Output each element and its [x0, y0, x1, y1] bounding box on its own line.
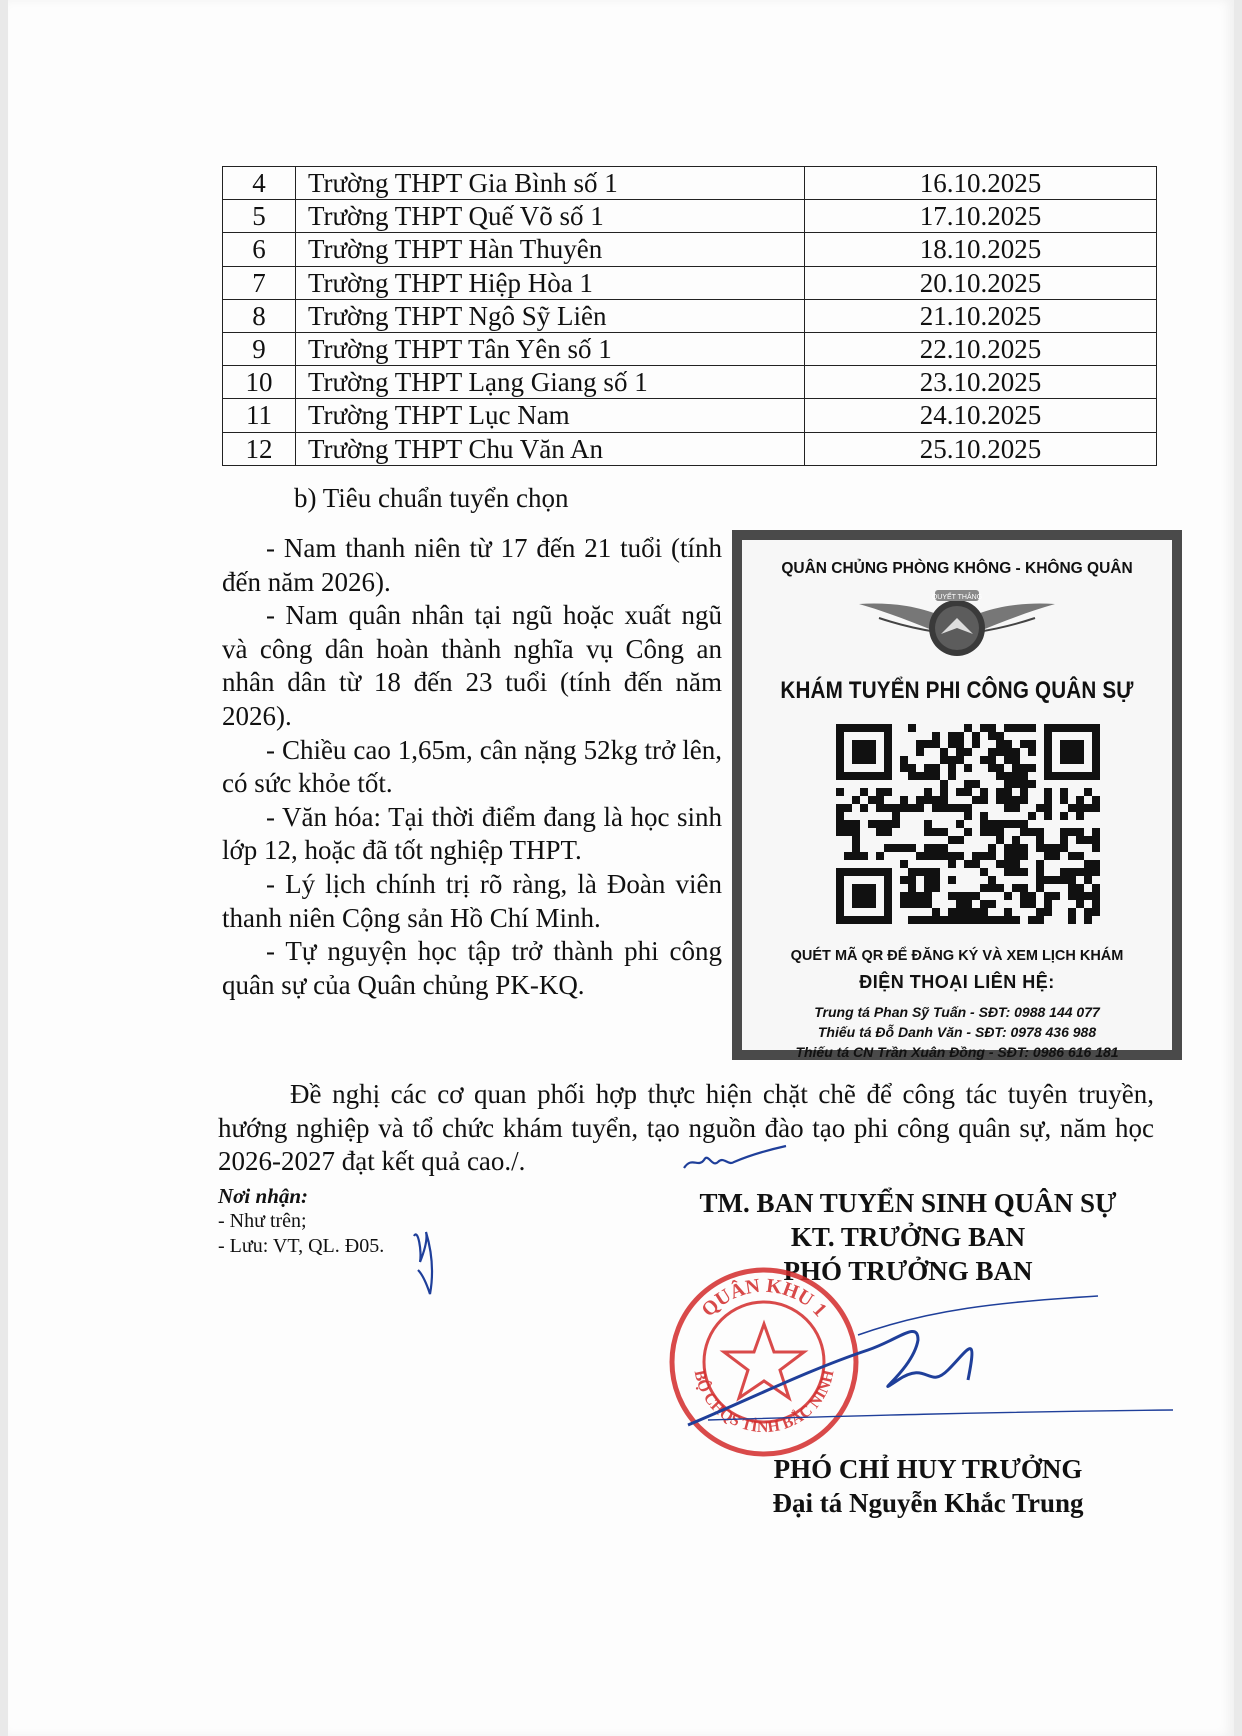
- school-name: Trường THPT Quế Võ số 1: [296, 200, 805, 233]
- row-number: 6: [223, 233, 296, 266]
- table-row: [223, 167, 1157, 200]
- qr-code-icon[interactable]: [835, 724, 1101, 924]
- signer-position: PHÓ CHỈ HUY TRƯỞNG: [773, 1454, 1083, 1484]
- row-number: 5: [223, 200, 296, 233]
- table-row: [223, 332, 1157, 365]
- table-row: [223, 233, 1157, 266]
- row-number: 10: [223, 366, 296, 399]
- signature-line: PHÓ TRƯỞNG BAN: [783, 1256, 1033, 1286]
- request-paragraph: Đề nghị các cơ quan phối hợp thực hiện chặt chẽ để công tác tuyên truyền, hướng nghiệp và tổ chức khám tuyển, tạo nguồn đào tạo phi công quân sự, năm học 2026-2027 đạt kết quả cao./.: [218, 1079, 1154, 1176]
- school-name: Trường THPT Ngô Sỹ Liên: [296, 299, 805, 332]
- recipient-item: - Lưu: VT, QL. Đ05.: [218, 1235, 385, 1257]
- exam-date: 20.10.2025: [805, 266, 1157, 299]
- schedule-table: [222, 166, 1157, 466]
- poster-header: QUÂN CHỦNG PHÒNG KHÔNG - KHÔNG QUÂN: [781, 560, 1133, 577]
- contact-line: Thiếu tá CN Trần Xuân Đồng - SĐT: 0986 616 181: [795, 1044, 1119, 1060]
- school-name: Trường THPT Lục Nam: [296, 399, 805, 432]
- signature-line: TM. BAN TUYỂN SINH QUÂN SỰ: [699, 1188, 1117, 1218]
- exam-date: 18.10.2025: [805, 233, 1157, 266]
- exam-date: 23.10.2025: [805, 366, 1157, 399]
- recipients-title: Nơi nhận:: [218, 1184, 309, 1208]
- poster-phone-heading: ĐIỆN THOẠI LIÊN HỆ:: [859, 972, 1055, 992]
- row-number: 12: [223, 432, 296, 465]
- table-row: [223, 299, 1157, 332]
- exam-date: 17.10.2025: [805, 200, 1157, 233]
- emblem-ribbon-text: QUYẾT THẮNG: [931, 594, 983, 601]
- recruitment-poster: [732, 530, 1182, 1060]
- exam-date: 21.10.2025: [805, 299, 1157, 332]
- recipient-item: - Như trên;: [218, 1210, 307, 1232]
- poster-contacts: [742, 1002, 1172, 1062]
- row-number: 11: [223, 399, 296, 432]
- table-row: [223, 200, 1157, 233]
- school-name: Trường THPT Tân Yên số 1: [296, 332, 805, 365]
- signer-name: Đại tá Nguyễn Khắc Trung: [772, 1488, 1084, 1518]
- air-force-emblem-icon: [857, 584, 1057, 664]
- poster-scan-text: QUÉT MÃ QR ĐỂ ĐĂNG KÝ VÀ XEM LỊCH KHÁM: [790, 948, 1124, 964]
- table-row: [223, 399, 1157, 432]
- contact-line: Trung tá Phan Sỹ Tuấn - SĐT: 0988 144 077: [814, 1004, 1100, 1020]
- criteria-item: - Chiều cao 1,65m, cân nặng 52kg trở lên, có sức khỏe tốt.: [222, 734, 722, 799]
- handwritten-initial-mark: [678, 1138, 788, 1178]
- row-number: 9: [223, 332, 296, 365]
- criteria-item: - Lý lịch chính trị rõ ràng, là Đoàn viên thanh niên Cộng sản Hồ Chí Minh.: [222, 868, 722, 933]
- row-number: 4: [223, 167, 296, 200]
- poster-title: KHÁM TUYỂN PHI CÔNG QUÂN SỰ: [780, 677, 1134, 704]
- document-page: [8, 0, 1234, 1736]
- criteria-list: [222, 532, 722, 1002]
- table-row: [223, 366, 1157, 399]
- stamp-bottom-text: BỘ CHQS TỈNH BẮC NINH: [690, 1368, 838, 1437]
- exam-date: 16.10.2025: [805, 167, 1157, 200]
- table-row: [223, 432, 1157, 465]
- handwritten-initial-mark: [406, 1222, 446, 1302]
- exam-date: 25.10.2025: [805, 432, 1157, 465]
- table-row: [223, 266, 1157, 299]
- signature-line: KT. TRƯỞNG BAN: [790, 1222, 1026, 1252]
- contact-line: Thiếu tá Đỗ Danh Văn - SĐT: 0978 436 988: [817, 1024, 1097, 1040]
- exam-date: 22.10.2025: [805, 332, 1157, 365]
- exam-date: 24.10.2025: [805, 399, 1157, 432]
- school-name: Trường THPT Lạng Giang số 1: [296, 366, 805, 399]
- recipients-block: [218, 1184, 384, 1259]
- signer-block: [668, 1452, 1188, 1520]
- school-name: Trường THPT Hiệp Hòa 1: [296, 266, 805, 299]
- criteria-item: - Nam thanh niên từ 17 đến 21 tuổi (tính đến năm 2026).: [222, 533, 722, 597]
- stamp-top-text: QUÂN KHU 1: [697, 1274, 831, 1322]
- school-name: Trường THPT Gia Bình số 1: [296, 167, 805, 200]
- criteria-item: - Nam quân nhân tại ngũ hoặc xuất ngũ và công dân hoàn thành nghĩa vụ Công an nhân dân từ 18 đến 23 tuổi (tính đến năm 2026).: [222, 600, 722, 731]
- school-name: Trường THPT Hàn Thuyên: [296, 233, 805, 266]
- criteria-heading: b) Tiêu chuẩn tuyển chọn: [294, 483, 569, 513]
- handwritten-signature: [668, 1290, 1188, 1450]
- row-number: 7: [223, 266, 296, 299]
- criteria-item: - Tự nguyện học tập trở thành phi công quân sự của Quân chủng PK-KQ.: [222, 936, 722, 1000]
- school-name: Trường THPT Chu Văn An: [296, 432, 805, 465]
- criteria-item: - Văn hóa: Tại thời điểm đang là học sinh lớp 12, hoặc đã tốt nghiệp THPT.: [222, 801, 722, 866]
- row-number: 8: [223, 299, 296, 332]
